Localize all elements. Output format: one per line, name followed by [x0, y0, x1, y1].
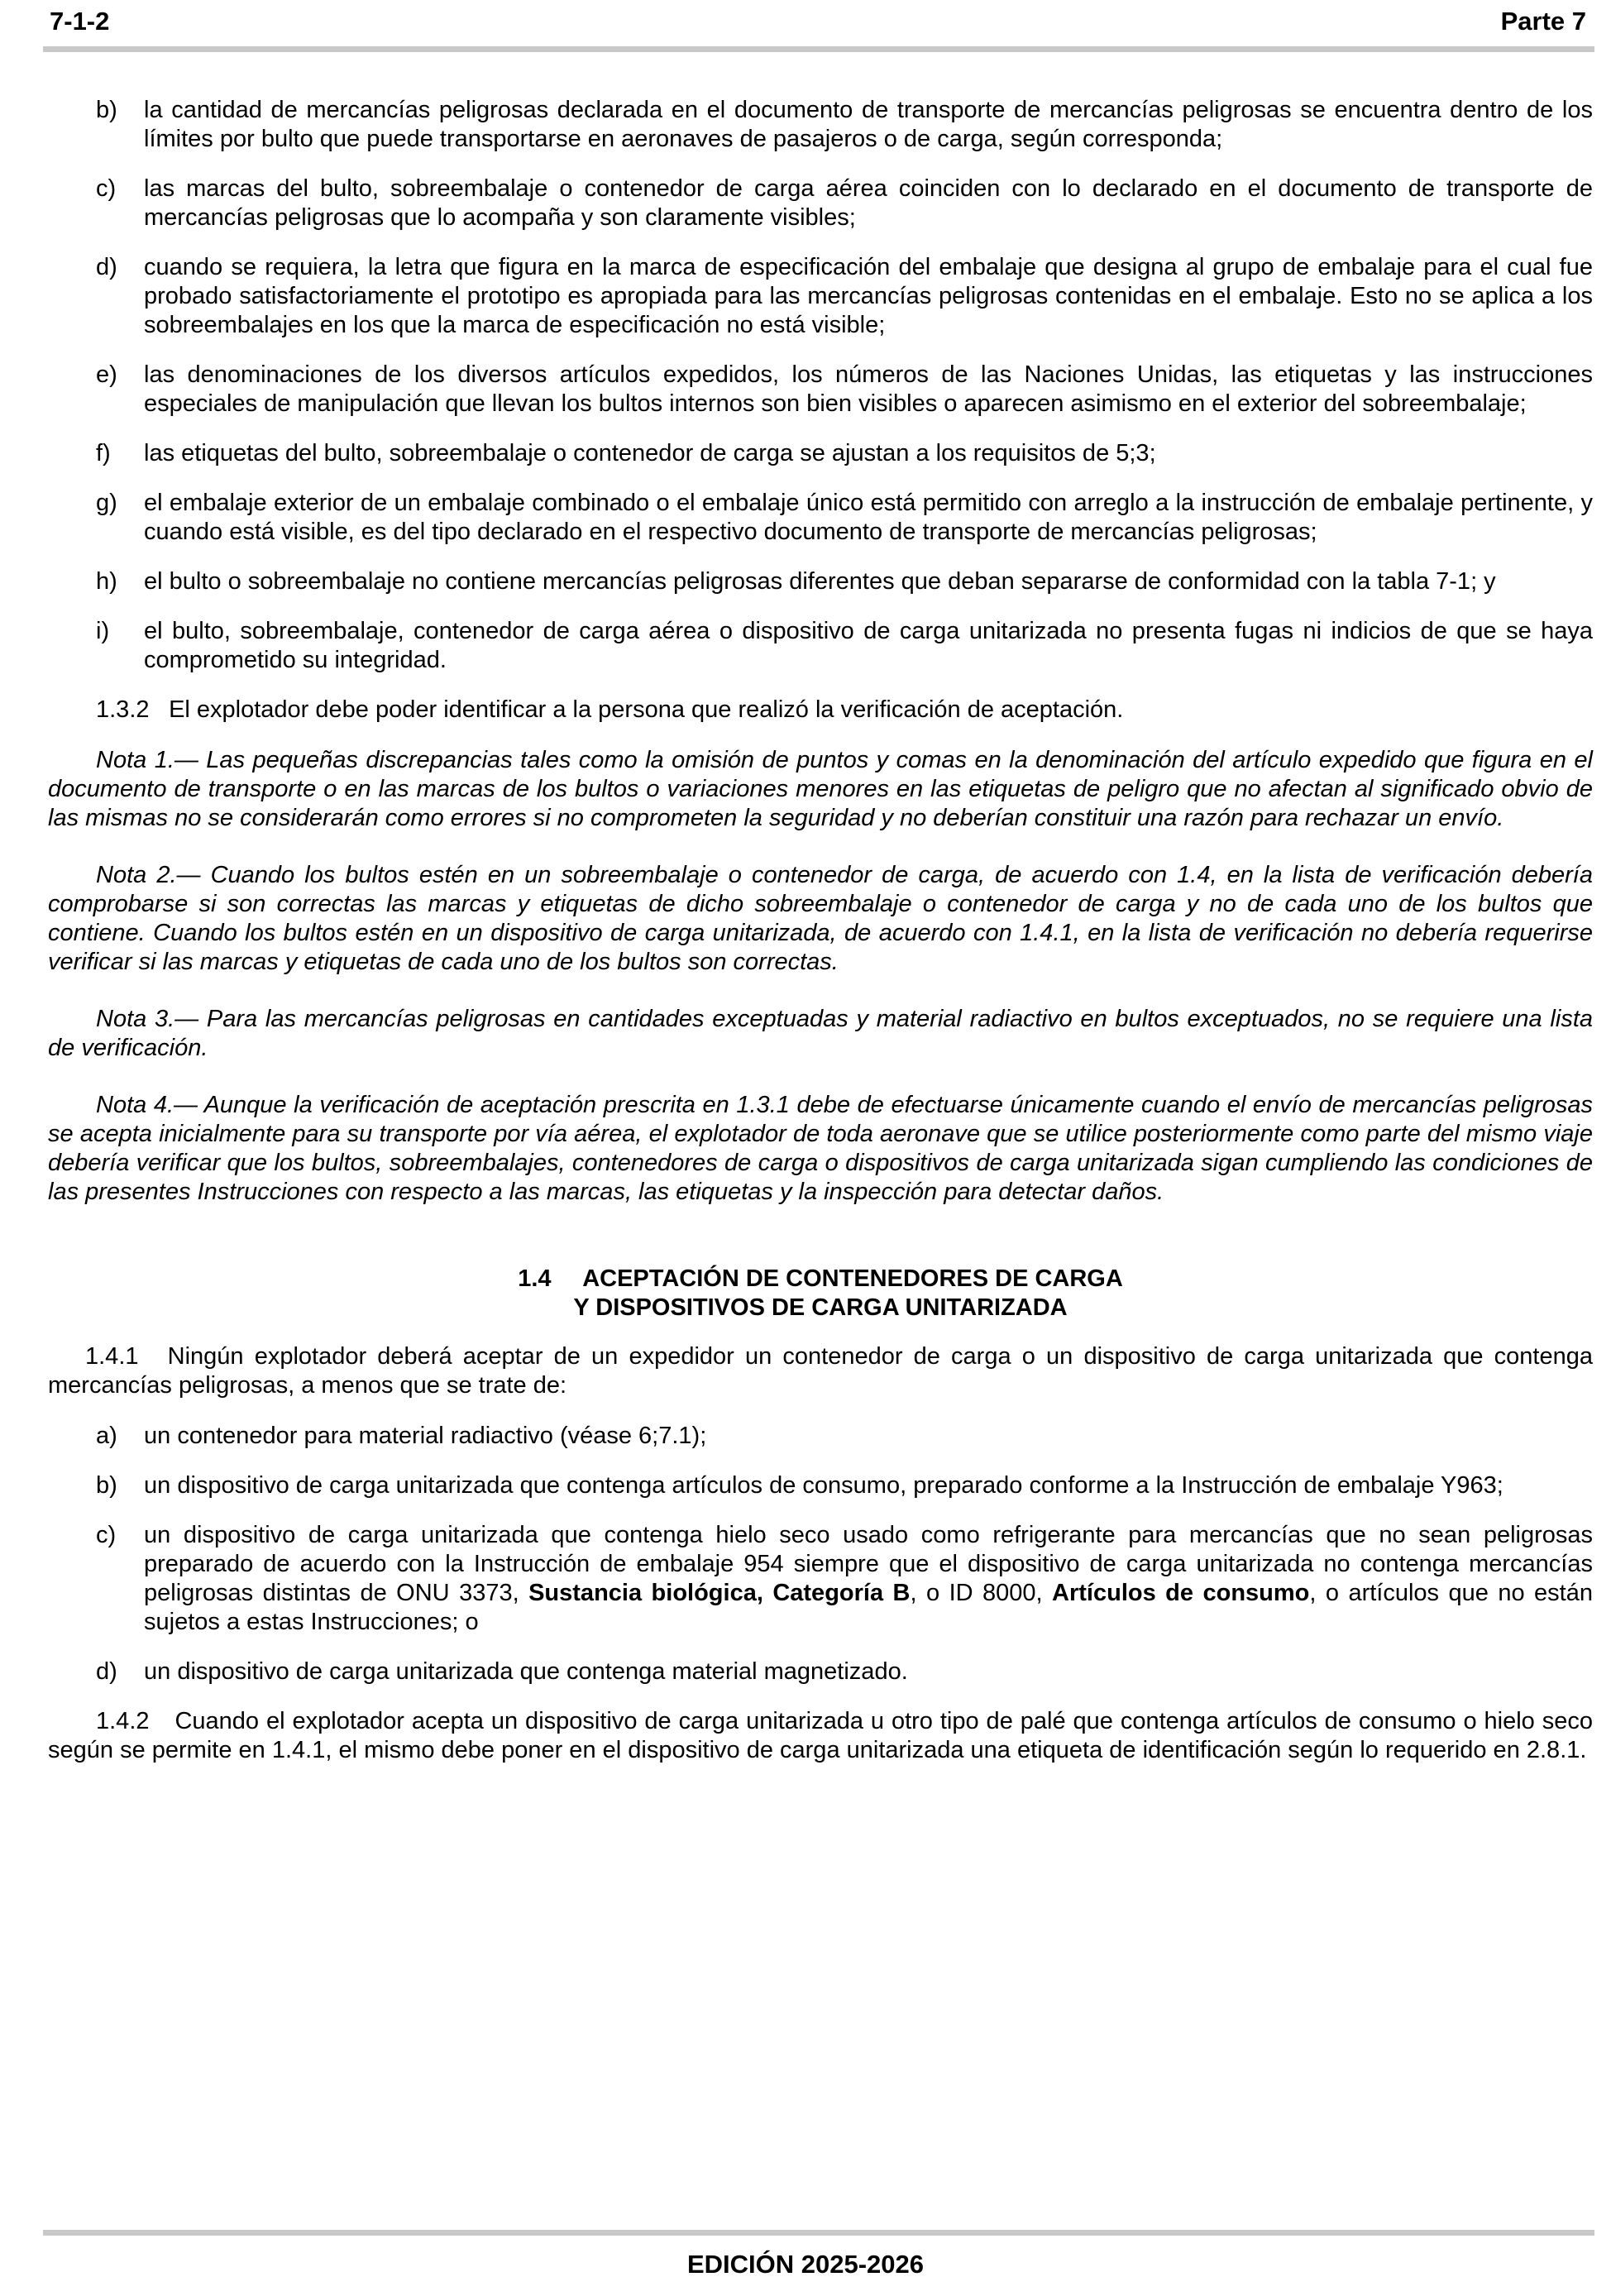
- notes: [48, 746, 1593, 1207]
- paragraph-text: Cuando el explotador acepta un dispositivo de carga unitarizada u otro tipo de palé que contenga artículos de consumo o hielo seco según se permite en 1.4.1, el mismo debe poner en el dispositivo de carga unitarizada una etiqueta de identificación según lo requerido en 2.8.1.: [48, 1708, 1593, 1763]
- list-item: [48, 489, 1593, 547]
- paragraph-1-4-2: [48, 1707, 1593, 1765]
- paragraph-1-3-2: [48, 696, 1593, 725]
- item-text: el embalaje exterior de un embalaje combinado o el embalaje único está permitido con arreglo a la instrucción de embalaje pertinente, y cuando está visible, es del tipo declarado en el respectivo documento de transporte de mercancías peligrosas;: [144, 490, 1593, 545]
- list-item: [48, 253, 1593, 340]
- list-item: [48, 439, 1593, 468]
- note-3: Nota 3.— Para las mercancías peligrosas en cantidades exceptuadas y material radiactivo en bultos exceptuados, no se requiere una lista de verificación.: [48, 1006, 1593, 1061]
- item-text: las marcas del bulto, sobreembalaje o contenedor de carga aérea coinciden con lo declarado en el documento de transporte de mercancías peligrosas que lo acompaña y son claramente visibles;: [144, 175, 1593, 231]
- item-text: las etiquetas del bulto, sobreembalaje o contenedor de carga se ajustan a los requisitos de 5;3;: [144, 440, 1156, 466]
- bold-term: Sustancia biológica, Categoría B: [528, 1580, 911, 1606]
- item-label: b): [96, 1472, 117, 1499]
- item-text: cuando se requiera, la letra que figura en la marca de especificación del embalaje que designa al grupo de embalaje para el cual fue probado satisfactoriamente el prototipo es apropiada para las mercancías peligrosas contenidas en el embalaje. Esto no se aplica a los sobreembalajes en los que la marca de especificación no está visible;: [144, 254, 1593, 338]
- item-text: las denominaciones de los diversos artículos expedidos, los números de las Naciones Unidas, las etiquetas y las instrucciones especiales de manipulación que llevan los bultos internos son bien visibles o aparecen asimismo en el exterior del sobreembalaje;: [144, 361, 1593, 417]
- list-item: [48, 617, 1593, 675]
- item-label: c): [96, 1522, 117, 1548]
- section-title-line-2: Y DISPOSITIVOS DE CARGA UNITARIZADA: [573, 1294, 1068, 1321]
- bold-term: Artículos de consumo: [1052, 1580, 1310, 1606]
- item-text: el bulto o sobreembalaje no contiene mercancías peligrosas diferentes que deban separarse de conformidad con la tabla 7-1; y: [144, 568, 1496, 595]
- item-text: la cantidad de mercancías peligrosas declarada en el documento de transporte de mercancías peligrosas se encuentra dentro de los límites por bulto que puede transportarse en aeronaves de pasajeros o de carga, según corresponda;: [144, 97, 1593, 152]
- item-text: un dispositivo de carga unitarizada que contenga material magnetizado.: [144, 1658, 908, 1685]
- item-label: h): [96, 568, 117, 595]
- item-label: b): [96, 97, 117, 123]
- item-label: f): [96, 440, 111, 466]
- note-2: Nota 2.— Cuando los bultos estén en un sobreembalaje o contenedor de carga, de acuerdo con 1.4, en la lista de verificación debería comprobarse si son correctas las marcas y etiquetas de dicho sobreembalaje o contenedor de carga y no de cada uno de los bultos que contiene. Cuando los bultos estén en un dispositivo de carga unitarizada, de acuerdo con 1.4.1, en la lista de verificación no debería requerirse verificar si las marcas y etiquetas de cada uno de los bultos son correctas.: [48, 862, 1593, 975]
- section-title-line-1: 1.4 ACEPTACIÓN DE CONTENEDORES DE CARGA: [518, 1265, 1123, 1292]
- item-text: el bulto, sobreembalaje, contenedor de carga aérea o dispositivo de carga unitarizada no presenta fugas ni indicios de que se haya comprometido su integridad.: [144, 618, 1593, 673]
- paragraph-text: Ningún explotador deberá aceptar de un expedidor un contenedor de carga o un dispositivo de carga unitarizada que contenga mercancías peligrosas, a menos que se trate de:: [48, 1343, 1593, 1399]
- list-item: [48, 175, 1593, 232]
- list-item: [48, 567, 1593, 596]
- section-number: 1.4: [518, 1265, 552, 1292]
- item-label: c): [96, 175, 117, 202]
- note-4: Nota 4.— Aunque la verificación de aceptación prescrita en 1.3.1 debe de efectuarse únicamente cuando el envío de mercancías peligrosas se acepta inicialmente para su transporte por vía aérea, el explotador de toda aeronave que se utilice posteriormente como parte del mismo viaje debería verificar que los bultos, sobreembalajes, contenedores de carga o dispositivos de carga unitarizada sigan cumpliendo las condiciones de las presentes Instrucciones con respecto a las marcas, las etiquetas y la inspección para detectar daños.: [48, 1092, 1593, 1205]
- item-text: un contenedor para material radiactivo (véase 6;7.1);: [144, 1423, 707, 1449]
- footer-divider: [43, 2230, 1594, 2236]
- page-header: [50, 7, 1586, 40]
- item-label: e): [96, 361, 117, 388]
- item-label: i): [96, 618, 110, 644]
- checklist-items: [48, 96, 1593, 675]
- part-label: Parte 7: [1500, 7, 1586, 36]
- item-label: g): [96, 490, 117, 516]
- paragraph-text: El explotador debe poder identificar a la persona que realizó la verificación de aceptación.: [169, 696, 1124, 723]
- list-item: [48, 1521, 1593, 1637]
- paragraph-number: 1.3.2: [96, 696, 150, 723]
- note-1: Nota 1.— Las pequeñas discrepancias tales como la omisión de puntos y comas en la denominación del artículo expedido que figura en el documento de transporte o en las marcas de los bultos o variaciones menores en las etiquetas de peligro que no afectan al significado obvio de las mismas no se considerarán como errores si no comprometen la seguridad y no deberían constituir una razón para rechazar un envío.: [48, 747, 1593, 831]
- exception-items: [48, 1422, 1593, 1686]
- paragraph-number: 1.4.1: [85, 1343, 139, 1370]
- list-item: [48, 361, 1593, 419]
- item-label: d): [96, 1658, 117, 1685]
- page-body: [48, 96, 1593, 1787]
- list-item: [48, 1422, 1593, 1451]
- item-text: un dispositivo de carga unitarizada que contenga hielo seco usado como refrigerante para mercancías que no sean peligrosas preparado de acuerdo con la Instrucción de embalaje 954 siempre que el dispositivo de carga unitarizada no contenga mercancías peligrosas distintas de ONU 3373, Sustancia biológica, Categoría B, o ID 8000, Artículos de consumo, o artículos que no están sujetos a estas Instrucciones; o: [144, 1522, 1593, 1635]
- list-item: [48, 1471, 1593, 1500]
- list-item: [48, 96, 1593, 154]
- page-number: 7-1-2: [50, 7, 110, 36]
- paragraph-number: 1.4.2: [96, 1708, 150, 1734]
- item-text: un dispositivo de carga unitarizada que contenga artículos de consumo, preparado conforme a la Instrucción de embalaje Y963;: [144, 1472, 1503, 1499]
- list-item: [48, 1657, 1593, 1686]
- header-divider: [43, 46, 1594, 52]
- edition-footer: EDICIÓN 2025-2026: [686, 2250, 925, 2279]
- paragraph-1-4-1: [48, 1342, 1593, 1400]
- section-heading: [48, 1265, 1593, 1323]
- item-label: a): [96, 1423, 117, 1449]
- item-label: d): [96, 254, 117, 280]
